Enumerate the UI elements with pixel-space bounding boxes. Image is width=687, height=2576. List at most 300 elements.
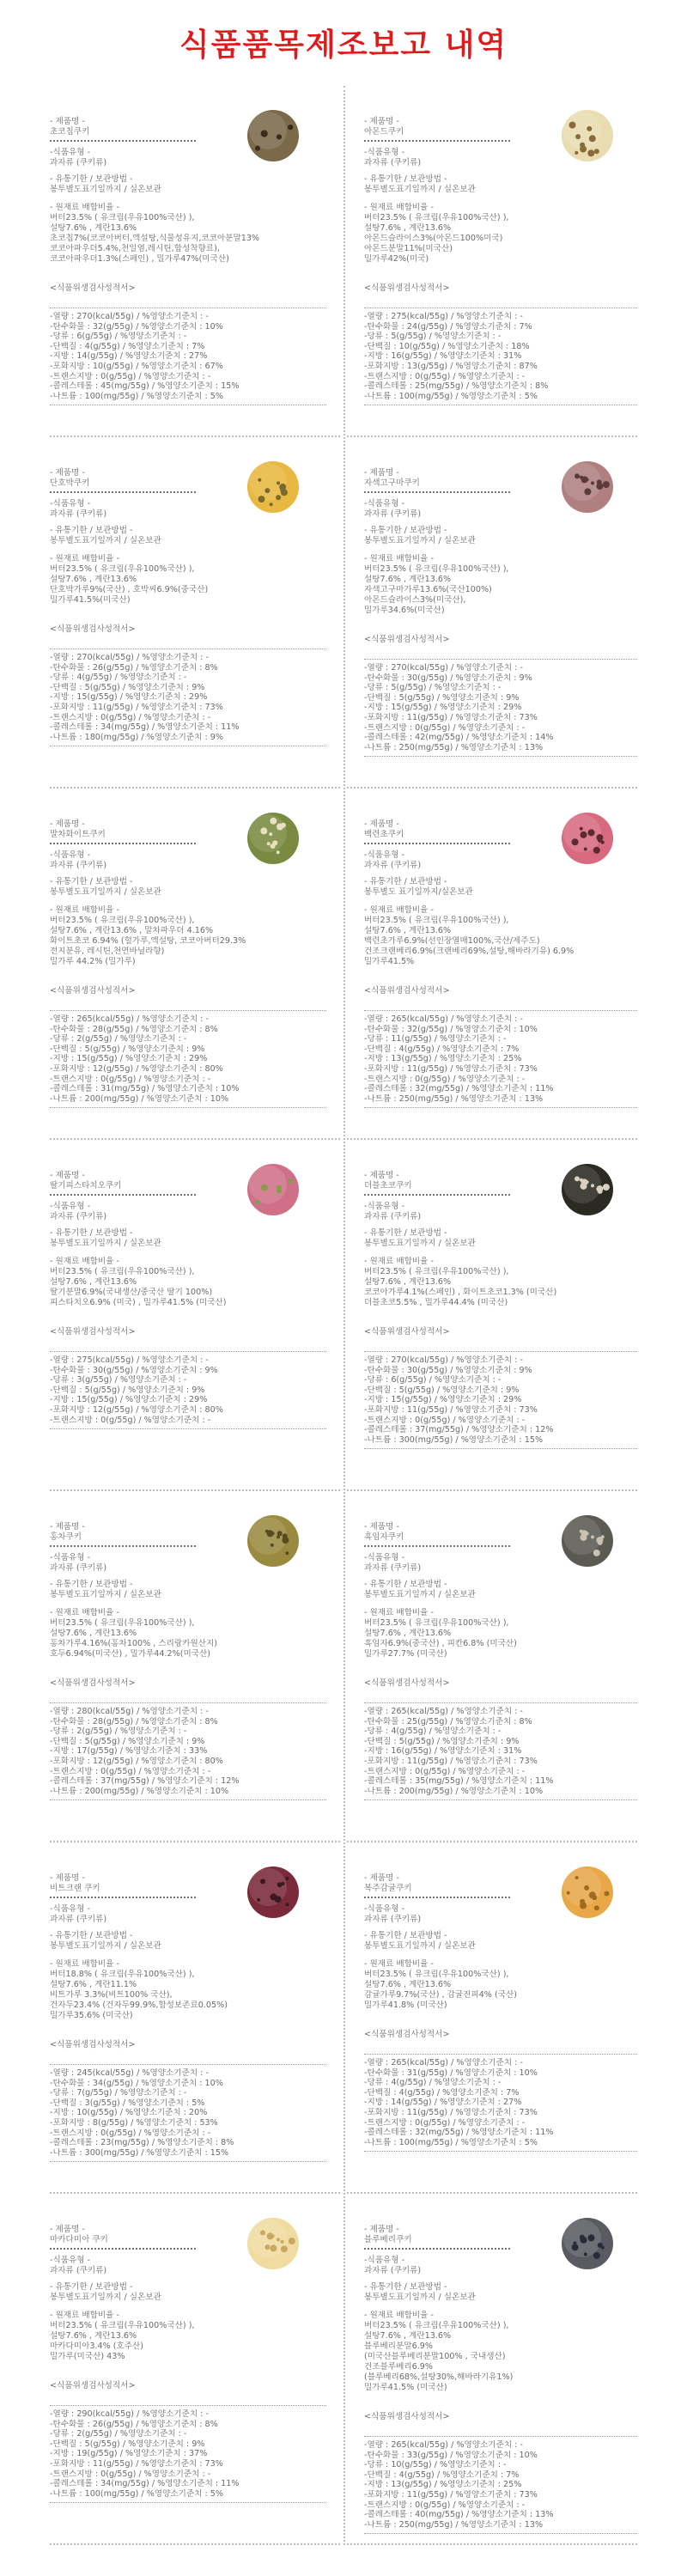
- shelf-life-section: [364, 1580, 637, 1600]
- nutrition-row: -단백질 : 3(g/55g) / %영양소기준치 : 5%: [50, 2098, 205, 2108]
- nutrition-row: -당류 : 4(g/55g) / %영양소기준치 : -: [50, 673, 187, 683]
- nutrition-row: -열량 : 265(kcal/55g) / %영양소기준치 : -: [364, 1014, 523, 1024]
- nutrition-row: -포화지방 : 11(g/55g) / %영양소기준치 : 73%: [364, 1756, 538, 1766]
- food-type-label: -식품유형 -: [50, 499, 91, 509]
- product-name-label: - 제품명 -: [364, 117, 399, 126]
- nutrition-row: -단백질 : 4(g/55g) / %영양소기준치 : 7%: [364, 2087, 520, 2098]
- nutrition-row: -단백질 : 5(g/55g) / %영양소기준치 : 9%: [364, 692, 520, 703]
- ingredient-line: 밀가루 44.2% (밀가루): [50, 957, 136, 966]
- ingredient-line: 단호박가루9%(국산) , 호박씨6.9%(중국산): [50, 585, 209, 594]
- nutrition-row: -트랜스지방 : 0(g/55g) / %영양소기준치 : -: [364, 371, 526, 381]
- nutrition-row: -나트륨 : 180(mg/55g) / %영양소기준치 : 9%: [50, 732, 223, 742]
- shelf-life: 봉투별도표기일까지 / 실온보관: [50, 1590, 161, 1599]
- cookie-image: [244, 2214, 302, 2273]
- nutrition-table: [50, 1351, 326, 1429]
- ingredient-line: 감귤가루9.7%(국산) , 감귤진피4% (국산): [364, 1990, 517, 2000]
- ingredient-line: 설탕7.6% , 계란13.6%: [364, 1629, 452, 1638]
- nutrition-table: [50, 649, 326, 746]
- nutrition-title: <식품위생검사성적서>: [364, 1327, 450, 1337]
- shelf-life-section: [364, 526, 637, 546]
- product-name-label: - 제품명 -: [364, 819, 399, 829]
- nutrition-row: -당류 : 2(g/55g) / %영양소기준치 : -: [50, 1034, 187, 1044]
- ingredient-line: 버터23.5% ( 유크림(우유100%국산) ),: [50, 916, 195, 925]
- nutrition-row: -당류 : 2(g/55g) / %영양소기준치 : -: [50, 1726, 187, 1737]
- nutrition-row: -단백질 : 5(g/55g) / %영양소기준치 : 9%: [364, 1385, 520, 1395]
- nutrition-row: -탄수화물 : 25(g/55g) / %영양소기준치 : 8%: [364, 1716, 532, 1726]
- nutrition-row: -탄수화물 : 33(g/55g) / %영양소기준치 : 10%: [364, 2450, 538, 2460]
- shelf-life-label: - 유통기한 / 보관방법 -: [364, 877, 447, 886]
- nutrition-row: -트랜스지방 : 0(g/55g) / %영양소기준치 : -: [50, 1766, 211, 1776]
- ingredients-section: [364, 554, 637, 616]
- ingredient-line: 밀가루42%(미국): [364, 254, 429, 264]
- food-type-label: -식품유형 -: [50, 148, 91, 157]
- ingredient-line: 홍차가루4.16%(홍차100% , 스리랑카원산지): [50, 1639, 218, 1648]
- ingredients-label: - 원재료 배합비율 -: [364, 1257, 434, 1266]
- nutrition-row: -열량 : 270(kcal/55g) / %영양소기준치 : -: [50, 312, 209, 321]
- nutrition-row: -나트륨 : 250(mg/55g) / %영양소기준치 : 13%: [364, 2519, 544, 2530]
- nutrition-row: -트랜스지방 : 0(g/55g) / %영양소기준치 : -: [50, 371, 211, 381]
- nutrition-row: -트랜스지방 : 0(g/55g) / %영양소기준치 : -: [50, 1415, 211, 1425]
- nutrition-row: -트랜스지방 : 0(g/55g) / %영양소기준치 : -: [364, 1074, 526, 1084]
- ingredients-label: - 원재료 배합비율 -: [364, 2311, 434, 2320]
- nutrition-row: -탄수화물 : 34(g/55g) / %영양소기준치 : 10%: [50, 2078, 223, 2088]
- nutrition-row: -단백질 : 5(g/55g) / %영양소기준치 : 9%: [50, 682, 205, 692]
- product-name-label: - 제품명 -: [50, 1873, 85, 1883]
- shelf-life-label: - 유통기한 / 보관방법 -: [50, 526, 133, 535]
- shelf-life: 봉투별도표기일까지 / 실온보관: [50, 1941, 161, 1951]
- cookie-photo: [244, 809, 302, 868]
- nutrition-row: -트랜스지방 : 0(g/55g) / %영양소기준치 : -: [50, 1074, 211, 1084]
- shelf-life-label: - 유통기한 / 보관방법 -: [50, 174, 133, 184]
- shelf-life-label: - 유통기한 / 보관방법 -: [364, 2282, 447, 2292]
- product-card: [46, 437, 344, 789]
- product-card: [344, 1491, 641, 1842]
- ingredient-line: 더블초코5.5% , 밀가루44.4% (미국산): [364, 1298, 508, 1307]
- shelf-life-label: - 유통기한 / 보관방법 -: [364, 1931, 447, 1940]
- food-type: 과자류 (쿠키류): [50, 1563, 107, 1573]
- food-type: 과자류 (쿠키류): [50, 1212, 107, 1221]
- shelf-life-section: [50, 1931, 326, 1952]
- cookie-image: [244, 1160, 302, 1219]
- nutrition-table: [364, 659, 637, 757]
- ingredient-line: 버터23.5% ( 유크림(우유100%국산) ),: [50, 1267, 195, 1276]
- ingredient-line: 설탕7.6% , 계란13.6%: [364, 223, 452, 233]
- cookie-image: [244, 107, 302, 165]
- ingredients-section: [364, 1608, 637, 1659]
- ingredient-line: 설탕7.6% , 계란13.6%: [364, 575, 452, 584]
- shelf-life-label: - 유통기한 / 보관방법 -: [50, 877, 133, 886]
- shelf-life: 봉투별도표기일까지 / 실온보관: [50, 887, 161, 897]
- shelf-life-label: - 유통기한 / 보관방법 -: [364, 526, 447, 535]
- nutrition-row: -포화지방 : 12(g/55g) / %영양소기준치 : 80%: [50, 1063, 223, 1074]
- nutrition-row: -열량 : 270(kcal/55g) / %영양소기준치 : -: [364, 663, 523, 673]
- nutrition-row: -포화지방 : 11(g/55g) / %영양소기준치 : 73%: [364, 1063, 538, 1074]
- nutrition-row: -열량 : 265(kcal/55g) / %영양소기준치 : -: [50, 1014, 209, 1024]
- ingredient-line: 설탕7.6% , 계란13.6%: [50, 2331, 137, 2341]
- ingredient-line: 밀가루35.6% (미국산): [50, 2011, 133, 2020]
- nutrition-row: -트랜스지방 : 0(g/55g) / %영양소기준치 : -: [50, 2128, 211, 2138]
- shelf-life: 봉투별도표기일까지 / 실온보관: [364, 1941, 476, 1951]
- ingredients-section: [50, 2311, 326, 2362]
- shelf-life-section: [364, 1228, 637, 1249]
- nutrition-row: -단백질 : 4(g/55g) / %영양소기준치 : 7%: [364, 2469, 520, 2480]
- ingredient-line: 버터23.5% ( 유크림(우유100%국산) ),: [364, 1970, 509, 1979]
- product-card: [46, 789, 344, 1140]
- nutrition-row: -탄수화물 : 31(g/55g) / %영양소기준치 : 10%: [364, 2067, 538, 2078]
- nutrition-row: -열량 : 290(kcal/55g) / %영양소기준치 : -: [50, 2409, 209, 2419]
- shelf-life: 봉투별도표기일까지 / 실온보관: [364, 185, 476, 194]
- ingredient-line: 설탕7.6% , 계란13.6%: [50, 1629, 137, 1638]
- food-type: 과자류 (쿠키류): [364, 1563, 422, 1573]
- cookie-image: [244, 1512, 302, 1570]
- ingredient-line: 설탕7.6% , 계란13.6%: [364, 926, 452, 935]
- ingredient-line: 버터23.5% ( 유크림(우유100%국산) ),: [50, 213, 195, 222]
- shelf-life-label: - 유통기한 / 보관방법 -: [50, 1228, 133, 1238]
- shelf-life-section: [364, 1931, 637, 1952]
- product-name: 블루베리쿠키: [364, 2235, 510, 2250]
- nutrition-row: -포화지방 : 11(g/55g) / %영양소기준치 : 73%: [364, 2107, 538, 2117]
- nutrition-row: -나트륨 : 250(mg/55g) / %영양소기준치 : 13%: [364, 1093, 544, 1104]
- product-name-label: - 제품명 -: [364, 1171, 399, 1180]
- cookie-photo: [558, 107, 617, 165]
- nutrition-row: -당류 : 11(g/55g) / %영양소기준치 : -: [364, 1034, 507, 1044]
- ingredient-line: (미국산블루베리분말100% , 국내생산): [364, 2352, 506, 2361]
- nutrition-row: -단백질 : 5(g/55g) / %영양소기준치 : 9%: [50, 2439, 205, 2449]
- nutrition-row: -단백질 : 5(g/55g) / %영양소기준치 : 9%: [50, 1385, 205, 1395]
- shelf-life: 봉투별도표기일까지 / 실온보관: [364, 2293, 476, 2302]
- nutrition-row: -트랜스지방 : 0(g/55g) / %영양소기준치 : -: [364, 722, 526, 733]
- nutrition-row: -단백질 : 10(g/55g) / %영양소기준치 : 18%: [364, 341, 530, 351]
- nutrition-table: [50, 308, 326, 405]
- nutrition-row: -단백질 : 4(g/55g) / %영양소기준치 : 7%: [364, 1044, 520, 1054]
- nutrition-row: -나트륨 : 100(mg/55g) / %영양소기준치 : 5%: [50, 2488, 223, 2499]
- nutrition-row: -지방 : 14(g/55g) / %영양소기준치 : 27%: [364, 2098, 522, 2108]
- nutrition-row: -나트륨 : 100(mg/55g) / %영양소기준치 : 5%: [50, 391, 223, 401]
- nutrition-row: -나트륨 : 300(mg/55g) / %영양소기준치 : 15%: [50, 2147, 229, 2158]
- ingredients-label: - 원재료 배합비율 -: [364, 1959, 434, 1969]
- ingredient-line: 비트가루 3.3%(비트100% 국산),: [50, 1990, 173, 2000]
- nutrition-row: -트랜스지방 : 0(g/55g) / %영양소기준치 : -: [364, 1415, 526, 1425]
- ingredient-line: (블루베리68%,설탕30%,해바라기유1%): [364, 2372, 514, 2382]
- nutrition-row: -탄수화물 : 28(g/55g) / %영양소기준치 : 8%: [50, 1024, 218, 1034]
- nutrition-row: -포화지방 : 8(g/55g) / %영양소기준치 : 53%: [50, 2117, 218, 2128]
- shelf-life: 봉투별도 표기일까지/실온보관: [364, 887, 473, 897]
- product-name-label: - 제품명 -: [50, 117, 85, 126]
- nutrition-table: [364, 1351, 637, 1449]
- nutrition-table: [50, 2405, 326, 2503]
- food-type: 과자류 (쿠키류): [364, 158, 422, 167]
- food-type: 과자류 (쿠키류): [50, 861, 107, 870]
- ingredient-line: 밀가루(미국산) 43%: [50, 2352, 125, 2361]
- nutrition-title: <식품위생검사성적서>: [364, 986, 450, 996]
- nutrition-table: [364, 2054, 637, 2152]
- ingredient-line: 블루베리분말6.9%: [364, 2342, 433, 2351]
- nutrition-row: -지방 : 14(g/55g) / %영양소기준치 : 27%: [50, 351, 208, 362]
- product-card: [344, 2194, 641, 2545]
- ingredient-line: 아몬드슬라이스3%(미국산),: [364, 595, 466, 605]
- ingredient-line: 밀가루34.6%(미국산): [364, 606, 445, 615]
- nutrition-row: -콜레스테롤 : 42(mg/55g) / %영양소기준치 : 14%: [364, 733, 554, 743]
- nutrition-row: -포화지방 : 13(g/55g) / %영양소기준치 : 87%: [364, 361, 538, 371]
- ingredient-line: 코코아파우더1.3%(스페인) , 밀가루47%(미국산): [50, 254, 229, 264]
- nutrition-row: -지방 : 16(g/55g) / %영양소기준치 : 31%: [364, 1746, 522, 1757]
- food-type-label: -식품유형 -: [364, 148, 405, 157]
- ingredient-line: 버터23.5% ( 유크림(우유100%국산) ),: [364, 213, 509, 222]
- nutrition-title: <식품위생검사성적서>: [50, 2381, 136, 2390]
- nutrition-row: -포화지방 : 12(g/55g) / %영양소기준치 : 80%: [50, 1404, 223, 1415]
- ingredient-line: 호두6.94%(미국산) , 밀가루44.2%(미국산): [50, 1649, 211, 1659]
- nutrition-row: -단백질 : 4(g/55g) / %영양소기준치 : 7%: [50, 341, 205, 351]
- product-name-label: - 제품명 -: [50, 2225, 85, 2234]
- product-card: [344, 86, 641, 437]
- ingredient-line: 설탕7.6% , 계란13.6%: [364, 1980, 452, 1989]
- shelf-life: 봉투별도표기일까지 / 실온보관: [50, 2293, 161, 2302]
- nutrition-row: -단백질 : 5(g/55g) / %영양소기준치 : 9%: [364, 1736, 520, 1746]
- food-type-label: -식품유형 -: [364, 850, 405, 860]
- nutrition-row: -열량 : 280(kcal/55g) / %영양소기준치 : -: [50, 1707, 209, 1716]
- nutrition-row: -단백질 : 5(g/55g) / %영양소기준치 : 9%: [50, 1736, 205, 1746]
- nutrition-title: <식품위생검사성적서>: [50, 283, 136, 293]
- nutrition-row: -탄수화물 : 32(g/55g) / %영양소기준치 : 10%: [50, 321, 223, 332]
- nutrition-row: -지방 : 19(g/55g) / %영양소기준치 : 37%: [50, 2449, 208, 2459]
- product-name-label: - 제품명 -: [364, 2225, 399, 2234]
- nutrition-row: -포화지방 : 12(g/55g) / %영양소기준치 : 80%: [50, 1756, 223, 1766]
- ingredient-line: 설탕7.6% , 계란13.6%: [364, 1277, 452, 1287]
- nutrition-row: -트랜스지방 : 0(g/55g) / %영양소기준치 : -: [50, 712, 211, 722]
- cookie-photo: [558, 2214, 617, 2273]
- ingredients-section: [364, 1257, 637, 1308]
- product-card: [46, 1842, 344, 2194]
- ingredient-line: 설탕7.6% , 계란13.6%: [364, 2331, 452, 2341]
- product-grid: [46, 86, 641, 2545]
- cookie-photo: [558, 1512, 617, 1570]
- product-name-label: - 제품명 -: [364, 1873, 399, 1883]
- ingredient-line: 전지분유, 레시틴,천연바닐라향): [50, 947, 165, 956]
- product-card: [344, 789, 641, 1140]
- nutrition-row: -나트륨 : 200(mg/55g) / %영양소기준치 : 10%: [50, 1786, 229, 1796]
- ingredient-line: 자색고구마가루13.6%(국산100%): [364, 585, 492, 594]
- ingredient-line: 버터23.5% ( 유크림(우유100%국산) ),: [364, 1267, 509, 1276]
- cookie-image: [558, 458, 617, 516]
- ingredient-line: 피스타치오6.9% (미국) , 밀가루41.5% (미국산): [50, 1298, 227, 1307]
- nutrition-row: -열량 : 270(kcal/55g) / %영양소기준치 : -: [364, 1355, 523, 1365]
- nutrition-title: <식품위생검사성적서>: [50, 624, 136, 634]
- shelf-life-section: [50, 877, 326, 898]
- nutrition-row: -열량 : 270(kcal/55g) / %영양소기준치 : -: [50, 653, 209, 662]
- ingredient-line: 밀가루41.5%: [364, 957, 415, 966]
- ingredients-label: - 원재료 배합비율 -: [50, 554, 119, 563]
- product-card: [344, 1140, 641, 1491]
- nutrition-row: -트랜스지방 : 0(g/55g) / %영양소기준치 : -: [364, 2117, 526, 2128]
- ingredient-line: 버터23.5% ( 유크림(우유100%국산) ),: [50, 2321, 195, 2330]
- ingredients-label: - 원재료 배합비율 -: [50, 905, 119, 915]
- nutrition-row: -콜레스테롤 : 35(mg/55g) / %영양소기준치 : 11%: [364, 1776, 554, 1787]
- cookie-photo: [244, 458, 302, 516]
- ingredient-line: 아몬드분말11%(미국산): [364, 244, 453, 253]
- nutrition-row: -콜레스테롤 : 32(mg/55g) / %영양소기준치 : 11%: [364, 2128, 554, 2138]
- product-card: [46, 1140, 344, 1491]
- nutrition-row: -당류 : 2(g/55g) / %영양소기준치 : -: [50, 2429, 187, 2439]
- nutrition-row: -탄수화물 : 30(g/55g) / %영양소기준치 : 9%: [50, 1365, 218, 1375]
- ingredients-section: [50, 905, 326, 967]
- nutrition-row: -트랜스지방 : 0(g/55g) / %영양소기준치 : -: [50, 2469, 211, 2479]
- nutrition-row: -콜레스테롤 : 37(mg/55g) / %영양소기준치 : 12%: [50, 1776, 240, 1787]
- nutrition-table: [364, 308, 637, 405]
- ingredient-line: 버터23.5% ( 유크림(우유100%국산) ),: [364, 2321, 509, 2330]
- product-name: 단호박쿠키: [50, 478, 196, 493]
- nutrition-row: -지방 : 15(g/55g) / %영양소기준치 : 29%: [364, 1395, 522, 1405]
- product-name: 백련초쿠키: [364, 830, 510, 844]
- shelf-life-section: [50, 526, 326, 546]
- shelf-life-section: [364, 877, 637, 898]
- shelf-life-section: [50, 1580, 326, 1600]
- ingredients-section: [364, 203, 637, 265]
- ingredient-line: 아몬드슬라이스3%(아몬드100%미국): [364, 234, 503, 243]
- nutrition-row: -나트륨 : 250(mg/55g) / %영양소기준치 : 13%: [364, 742, 544, 752]
- ingredient-line: 밀가루41.8% (미국산): [364, 2001, 447, 2010]
- nutrition-row: -지방 : 15(g/55g) / %영양소기준치 : 29%: [50, 1054, 208, 1064]
- shelf-life: 봉투별도표기일까지 / 실온보관: [50, 185, 161, 194]
- nutrition-title: <식품위생검사성적서>: [50, 986, 136, 996]
- ingredients-label: - 원재료 배합비율 -: [50, 1608, 119, 1617]
- food-type: 과자류 (쿠키류): [50, 1915, 107, 1924]
- cookie-image: [244, 458, 302, 516]
- nutrition-row: -탄수화물 : 30(g/55g) / %영양소기준치 : 9%: [364, 673, 532, 683]
- product-name-label: - 제품명 -: [50, 1522, 85, 1532]
- cookie-image: [558, 1160, 617, 1219]
- product-name: 흑임자쿠키: [364, 1532, 510, 1547]
- ingredients-section: [50, 1608, 326, 1659]
- shelf-life: 봉투별도표기일까지 / 실온보관: [364, 536, 476, 545]
- nutrition-row: -탄수화물 : 30(g/55g) / %영양소기준치 : 9%: [364, 1365, 532, 1375]
- ingredient-line: 밀가루41.5%(미국산): [50, 595, 131, 605]
- cookie-photo: [558, 458, 617, 516]
- nutrition-row: -콜레스테롤 : 40(mg/55g) / %영양소기준치 : 13%: [364, 2510, 554, 2520]
- ingredients-label: - 원재료 배합비율 -: [364, 1608, 434, 1617]
- ingredients-label: - 원재료 배합비율 -: [364, 554, 434, 563]
- nutrition-row: -지방 : 15(g/55g) / %영양소기준치 : 29%: [50, 1395, 208, 1405]
- product-name: 복주감귤쿠키: [364, 1884, 510, 1898]
- ingredient-line: 코코아가루4.1%(스페인) , 화이트초코1.3% (미국산): [364, 1288, 557, 1297]
- nutrition-row: -당류 : 6(g/55g) / %영양소기준치 : -: [50, 332, 187, 342]
- product-name: 아몬드쿠키: [364, 127, 510, 142]
- ingredients-section: [50, 554, 326, 606]
- product-name: 홍차쿠키: [50, 1532, 196, 1547]
- ingredient-line: 설탕7.6% , 계란13.6%: [50, 575, 137, 584]
- ingredients-label: - 원재료 배합비율 -: [50, 1959, 119, 1969]
- nutrition-row: -트랜스지방 : 0(g/55g) / %영양소기준치 : -: [364, 2500, 526, 2510]
- nutrition-row: -지방 : 17(g/55g) / %영양소기준치 : 33%: [50, 1746, 208, 1757]
- nutrition-table: [364, 1702, 637, 1800]
- ingredient-line: 버터18.8% ( 유크림(우유100%국산) ),: [50, 1970, 195, 1979]
- ingredient-line: 밀가루41.5% (미국산): [364, 2383, 447, 2392]
- product-name-label: - 제품명 -: [50, 468, 85, 478]
- nutrition-row: -포화지방 : 11(g/55g) / %영양소기준치 : 73%: [364, 712, 538, 722]
- ingredient-line: 설탕7.6% , 계란11.1%: [50, 1980, 137, 1989]
- nutrition-row: -탄수화물 : 24(g/55g) / %영양소기준치 : 7%: [364, 321, 532, 332]
- nutrition-row: -당류 : 5(g/55g) / %영양소기준치 : -: [364, 332, 502, 342]
- ingredient-line: 건조블루베리6.9%: [364, 2362, 433, 2372]
- product-name: 비트크랜 쿠키: [50, 1884, 196, 1898]
- nutrition-row: -탄수화물 : 26(g/55g) / %영양소기준치 : 8%: [50, 662, 218, 673]
- ingredients-section: [50, 1959, 326, 2021]
- nutrition-row: -지방 : 10(g/55g) / %영양소기준치 : 20%: [50, 2108, 208, 2118]
- nutrition-table: [364, 2436, 637, 2534]
- shelf-life-label: - 유통기한 / 보관방법 -: [364, 174, 447, 184]
- food-type-label: -식품유형 -: [364, 2256, 405, 2265]
- ingredients-section: [364, 905, 637, 967]
- nutrition-row: -당류 : 3(g/55g) / %영양소기준치 : -: [50, 1375, 187, 1385]
- cookie-photo: [558, 1160, 617, 1219]
- shelf-life: 봉투별도표기일까지 / 실온보관: [364, 1239, 476, 1248]
- product-name: 더블초코쿠키: [364, 1181, 510, 1196]
- cookie-photo: [244, 1160, 302, 1219]
- cookie-photo: [558, 1863, 617, 1921]
- cookie-image: [558, 1512, 617, 1570]
- shelf-life-section: [364, 2282, 637, 2303]
- nutrition-row: -지방 : 13(g/55g) / %영양소기준치 : 25%: [364, 2480, 522, 2490]
- nutrition-row: -단백질 : 5(g/55g) / %영양소기준치 : 9%: [50, 1044, 205, 1054]
- cookie-photo: [244, 107, 302, 165]
- nutrition-title: <식품위생검사성적서>: [364, 283, 450, 293]
- nutrition-row: -탄수화물 : 28(g/55g) / %영양소기준치 : 8%: [50, 1716, 218, 1726]
- ingredient-line: 설탕7.6% , 계란13.6%: [50, 223, 137, 233]
- food-type-label: -식품유형 -: [364, 499, 405, 509]
- shelf-life-section: [364, 174, 637, 195]
- shelf-life-section: [50, 174, 326, 195]
- product-name: 자색고구마쿠키: [364, 478, 510, 493]
- food-type: 과자류 (쿠키류): [50, 509, 107, 519]
- nutrition-title: <식품위생검사성적서>: [364, 1678, 450, 1688]
- food-type: 과자류 (쿠키류): [50, 2266, 107, 2275]
- nutrition-title: <식품위생검사성적서>: [50, 2040, 136, 2049]
- food-type-label: -식품유형 -: [364, 1202, 405, 1211]
- cookie-photo: [244, 2214, 302, 2273]
- nutrition-row: -당류 : 5(g/55g) / %영양소기준치 : -: [364, 683, 502, 693]
- product-name-label: - 제품명 -: [364, 1522, 399, 1532]
- nutrition-row: -콜레스테롤 : 45(mg/55g) / %영양소기준치 : 15%: [50, 381, 240, 392]
- nutrition-row: -콜레스테롤 : 23(mg/55g) / %영양소기준치 : 8%: [50, 2138, 234, 2148]
- product-name: 초코칩쿠키: [50, 127, 196, 142]
- nutrition-row: -콜레스테롤 : 37(mg/55g) / %영양소기준치 : 12%: [364, 1425, 554, 1435]
- nutrition-row: -나트륨 : 300(mg/55g) / %영양소기준치 : 15%: [364, 1434, 544, 1445]
- nutrition-title: <식품위생검사성적서>: [364, 2412, 450, 2421]
- food-type: 과자류 (쿠키류): [364, 1212, 422, 1221]
- nutrition-row: -당류 : 4(g/55g) / %영양소기준치 : -: [364, 2078, 502, 2088]
- nutrition-row: -지방 : 15(g/55g) / %영양소기준치 : 29%: [364, 703, 522, 713]
- ingredient-line: 마카다미아3.4% (호주산): [50, 2342, 144, 2351]
- food-type-label: -식품유형 -: [50, 1553, 91, 1562]
- ingredient-line: 설탕7.6% , 계란13.6%: [50, 1277, 137, 1287]
- product-card: [46, 2194, 344, 2545]
- nutrition-row: -탄수화물 : 26(g/55g) / %영양소기준치 : 8%: [50, 2419, 218, 2429]
- food-type-label: -식품유형 -: [364, 1553, 405, 1562]
- nutrition-row: -포화지방 : 11(g/55g) / %영양소기준치 : 73%: [364, 2489, 538, 2500]
- nutrition-row: -당류 : 10(g/55g) / %영양소기준치 : -: [364, 2460, 507, 2470]
- nutrition-row: -포화지방 : 11(g/55g) / %영양소기준치 : 73%: [50, 702, 223, 712]
- nutrition-table: [50, 2064, 326, 2162]
- ingredient-line: 코코아파우더5.4%,천일염,레시틴,합성착향료),: [50, 244, 220, 253]
- nutrition-row: -당류 : 6(g/55g) / %영양소기준치 : -: [364, 1375, 502, 1385]
- food-type: 과자류 (쿠키류): [364, 2266, 422, 2275]
- nutrition-row: -당류 : 4(g/55g) / %영양소기준치 : -: [364, 1726, 502, 1737]
- cookie-image: [558, 2214, 617, 2273]
- product-name: 마카다미아 쿠키: [50, 2235, 196, 2250]
- food-type-label: -식품유형 -: [50, 1904, 91, 1914]
- ingredient-line: 버터23.5% ( 유크림(우유100%국산) ),: [50, 1618, 195, 1628]
- nutrition-row: -콜레스테롤 : 31(mg/55g) / %영양소기준치 : 10%: [50, 1084, 240, 1094]
- ingredients-section: [50, 1257, 326, 1308]
